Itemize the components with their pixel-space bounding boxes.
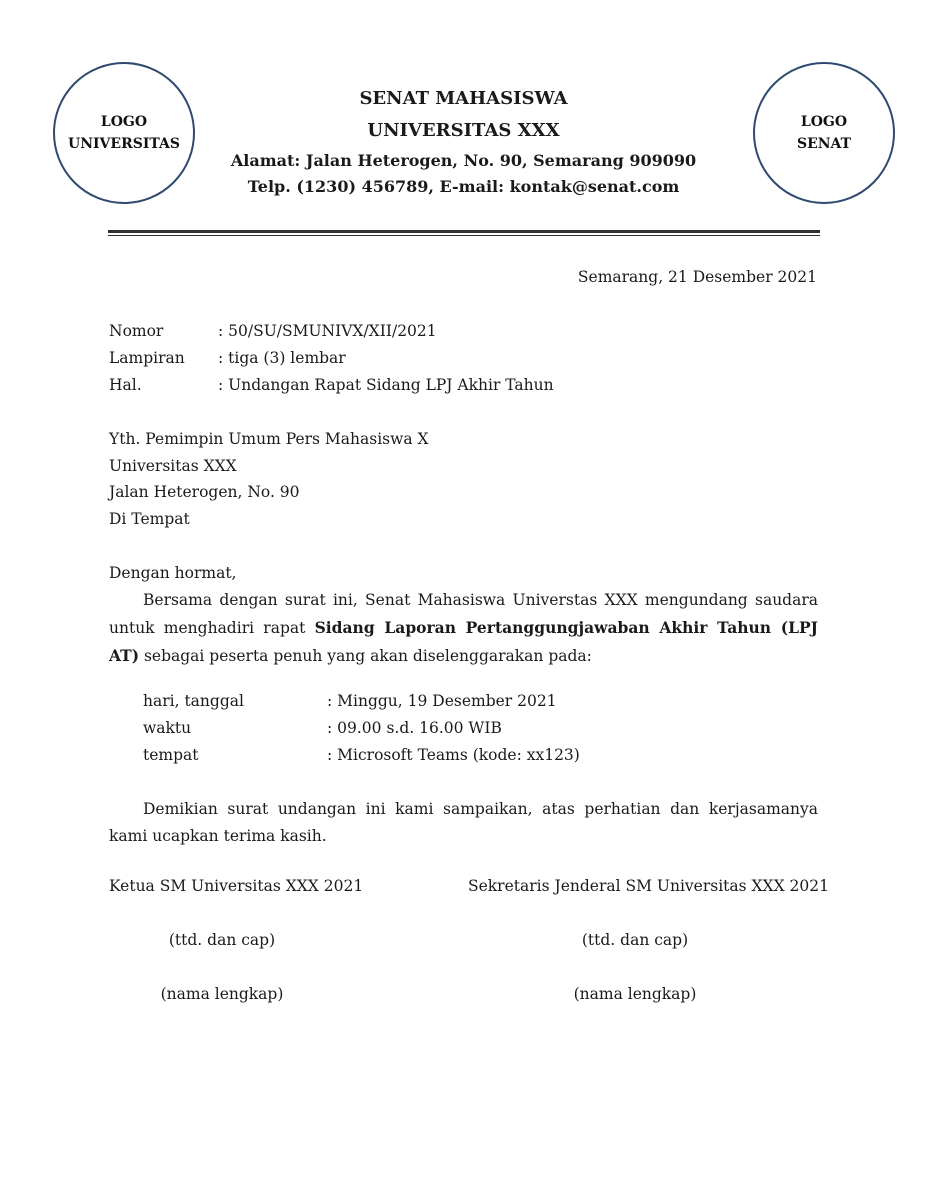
letterhead-address: Alamat: Jalan Heterogen, No. 90, Semarang 909090	[230, 151, 697, 170]
logo-senat-line2: SENAT	[796, 136, 852, 152]
recipient-line: Di Tempat	[109, 510, 190, 528]
meta-value-nomor: : 50/SU/SMUNIVX/XII/2021	[218, 322, 437, 340]
letterhead-contact: Telp. (1230) 456789, E-mail: kontak@senat.com	[247, 177, 680, 196]
event-value-place: : Microsoft Teams (kode: xx123)	[327, 746, 580, 764]
meta-label-hal: Hal.	[109, 376, 142, 394]
intro-text-after: sebagai peserta penuh yang akan diselenggarakan pada:	[139, 647, 592, 665]
event-label-date: hari, tanggal	[143, 692, 244, 710]
letterhead-divider-thin	[108, 235, 820, 236]
meta-value-lampiran: : tiga (3) lembar	[218, 349, 346, 367]
recipient-line: Yth. Pemimpin Umum Pers Mahasiswa X	[109, 430, 429, 448]
closing-paragraph: Demikian surat undangan ini kami sampaikan, atas perhatian dan kerjasamanya kami ucapkan terima kasih.	[109, 800, 818, 845]
signature-right-name: (nama lengkap)	[573, 985, 697, 1003]
intro-text-before: Bersama dengan surat ini, Senat Mahasiswa Universtas XXX mengundang saudara untuk menghadiri rapat	[109, 591, 818, 637]
signature-right-sign: (ttd. dan cap)	[581, 931, 689, 949]
meta-label-nomor: Nomor	[109, 322, 164, 340]
signature-left-name: (nama lengkap)	[160, 985, 284, 1003]
signature-left-title: Ketua SM Universitas XXX 2021	[109, 877, 364, 895]
recipient-line: Universitas XXX	[109, 457, 237, 475]
signature-right-title: Sekretaris Jenderal SM Universitas XXX 2021	[468, 877, 829, 895]
event-label-place: tempat	[143, 746, 199, 764]
event-value-date: : Minggu, 19 Desember 2021	[327, 692, 557, 710]
intro-event-name: Sidang Laporan Pertanggungjawaban Akhir Tahun (LPJ AT)	[109, 618, 819, 665]
event-value-time: : 09.00 s.d. 16.00 WIB	[327, 719, 502, 737]
event-label-time: waktu	[143, 719, 192, 737]
recipient-line: Jalan Heterogen, No. 90	[109, 483, 300, 501]
logo-senat-line1: LOGO	[800, 114, 848, 130]
signature-left-sign: (ttd. dan cap)	[168, 931, 276, 949]
logo-universitas-line2: UNIVERSITAS	[67, 136, 180, 152]
intro-paragraph	[109, 587, 818, 670]
letterhead-university: UNIVERSITAS XXX	[367, 120, 560, 141]
letterhead-organization: SENAT MAHASISWA	[359, 88, 568, 109]
letter-date: Semarang, 21 Desember 2021	[577, 268, 817, 286]
logo-universitas-line1: LOGO	[100, 114, 148, 130]
meta-label-lampiran: Lampiran	[109, 349, 185, 367]
letterhead-divider-thick	[108, 230, 820, 233]
greeting: Dengan hormat,	[109, 564, 237, 582]
meta-value-hal: : Undangan Rapat Sidang LPJ Akhir Tahun	[218, 376, 554, 394]
